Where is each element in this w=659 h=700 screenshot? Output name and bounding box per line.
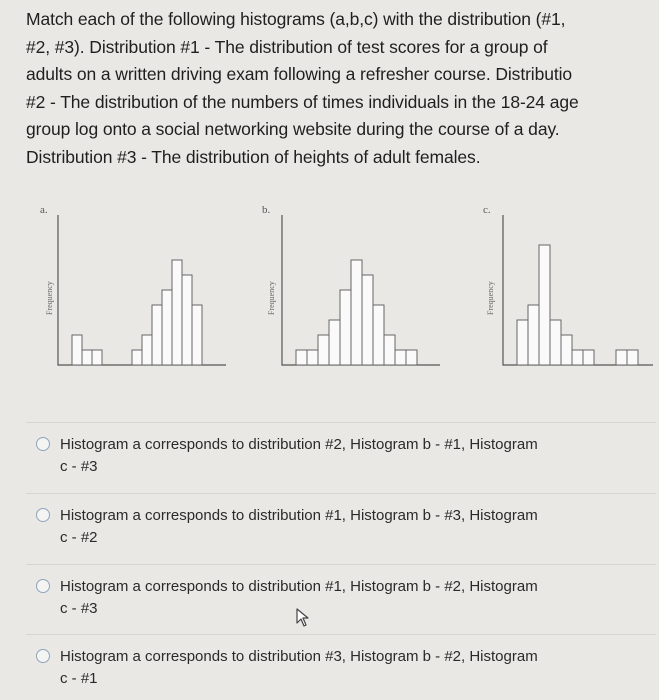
answer-option-1-radio[interactable] [36,437,50,451]
histogram-c-ylabel: Frequency [486,281,495,315]
histogram-b [262,204,440,365]
histogram-a-bars [72,260,202,365]
histogram-bar [192,305,202,365]
question-line: Match each of the following histograms (a,b,c) with the distribution (#1, [26,9,566,29]
histogram-bar [627,350,638,365]
histogram-bar [72,335,82,365]
answer-option-2-radio[interactable] [36,508,50,522]
histogram-bar [329,320,340,365]
histogram-bar [572,350,583,365]
histogram-bar [92,350,102,365]
histogram-a-label: a. [40,204,48,216]
histogram-c-label: c. [483,204,491,216]
answer-option-1[interactable] [36,434,636,478]
histogram-bar [318,335,329,365]
option-line: Histogram a corresponds to distribution #3, Histogram b - #2, Histogram [60,648,538,665]
histogram-a [40,204,226,365]
histogram-bar [384,335,395,365]
option-divider [26,422,656,423]
histogram-bar [362,275,373,365]
histogram-a-ylabel: Frequency [45,281,54,315]
answer-option-1-text[interactable] [60,434,640,478]
histogram-bar [517,320,528,365]
histogram-bar [182,275,192,365]
option-line: c - #3 [60,600,98,617]
histogram-bar [307,350,318,365]
question-line: #2 - The distribution of the numbers of times individuals in the 18-24 age [26,91,579,112]
histogram-bar [142,335,152,365]
histogram-bar [351,260,362,365]
option-line: Histogram a corresponds to distribution #1, Histogram b - #3, Histogram [60,507,538,524]
histogram-bar [82,350,92,365]
question-line: #2, #3). Distribution #1 - The distribution of test scores for a group of [26,36,548,57]
histogram-bar [340,290,351,365]
histogram-bar [616,350,627,365]
answer-option-3[interactable] [36,576,636,620]
answer-option-3-text[interactable] [60,576,640,620]
option-divider [26,634,656,635]
histogram-bar [296,350,307,365]
histogram-b-ylabel: Frequency [267,281,276,315]
answer-option-4[interactable] [36,646,636,690]
histogram-bar [539,245,550,365]
answer-option-2-text[interactable] [60,505,640,549]
option-line: Histogram a corresponds to distribution #1, Histogram b - #2, Histogram [60,578,538,595]
histogram-bar [395,350,406,365]
histogram-bar [583,350,594,365]
histogram-bar [373,305,384,365]
histogram-bar [550,320,561,365]
option-line: Histogram a corresponds to distribution #2, Histogram b - #1, Histogram [60,436,538,453]
answer-option-2[interactable] [36,505,636,549]
answer-option-3-radio[interactable] [36,579,50,593]
option-line: c - #2 [60,529,98,546]
histograms-figure [0,195,659,395]
histogram-bar [152,305,162,365]
question-line: adults on a written driving exam following a refresher course. Distributio [26,64,573,84]
histogram-bar [406,350,417,365]
question-text [26,6,656,171]
option-line: c - #3 [60,458,98,475]
histogram-bar [132,350,142,365]
histogram-c-bars [517,245,638,365]
histogram-c [483,204,653,365]
option-divider [26,564,656,565]
mouse-cursor-icon [296,608,312,628]
answer-option-4-text[interactable] [60,646,640,690]
answer-option-4-radio[interactable] [36,649,50,663]
histogram-bar [528,305,539,365]
histogram-bar [172,260,182,365]
histogram-b-label: b. [262,204,271,216]
option-line: c - #1 [60,670,98,687]
histogram-bar [561,335,572,365]
question-line: Distribution #3 - The distribution of heights of adult females. [26,146,481,167]
option-divider [26,493,656,494]
histogram-bar [162,290,172,365]
question-line: group log onto a social networking website during the course of a day. [26,119,560,139]
histogram-b-bars [296,260,417,365]
